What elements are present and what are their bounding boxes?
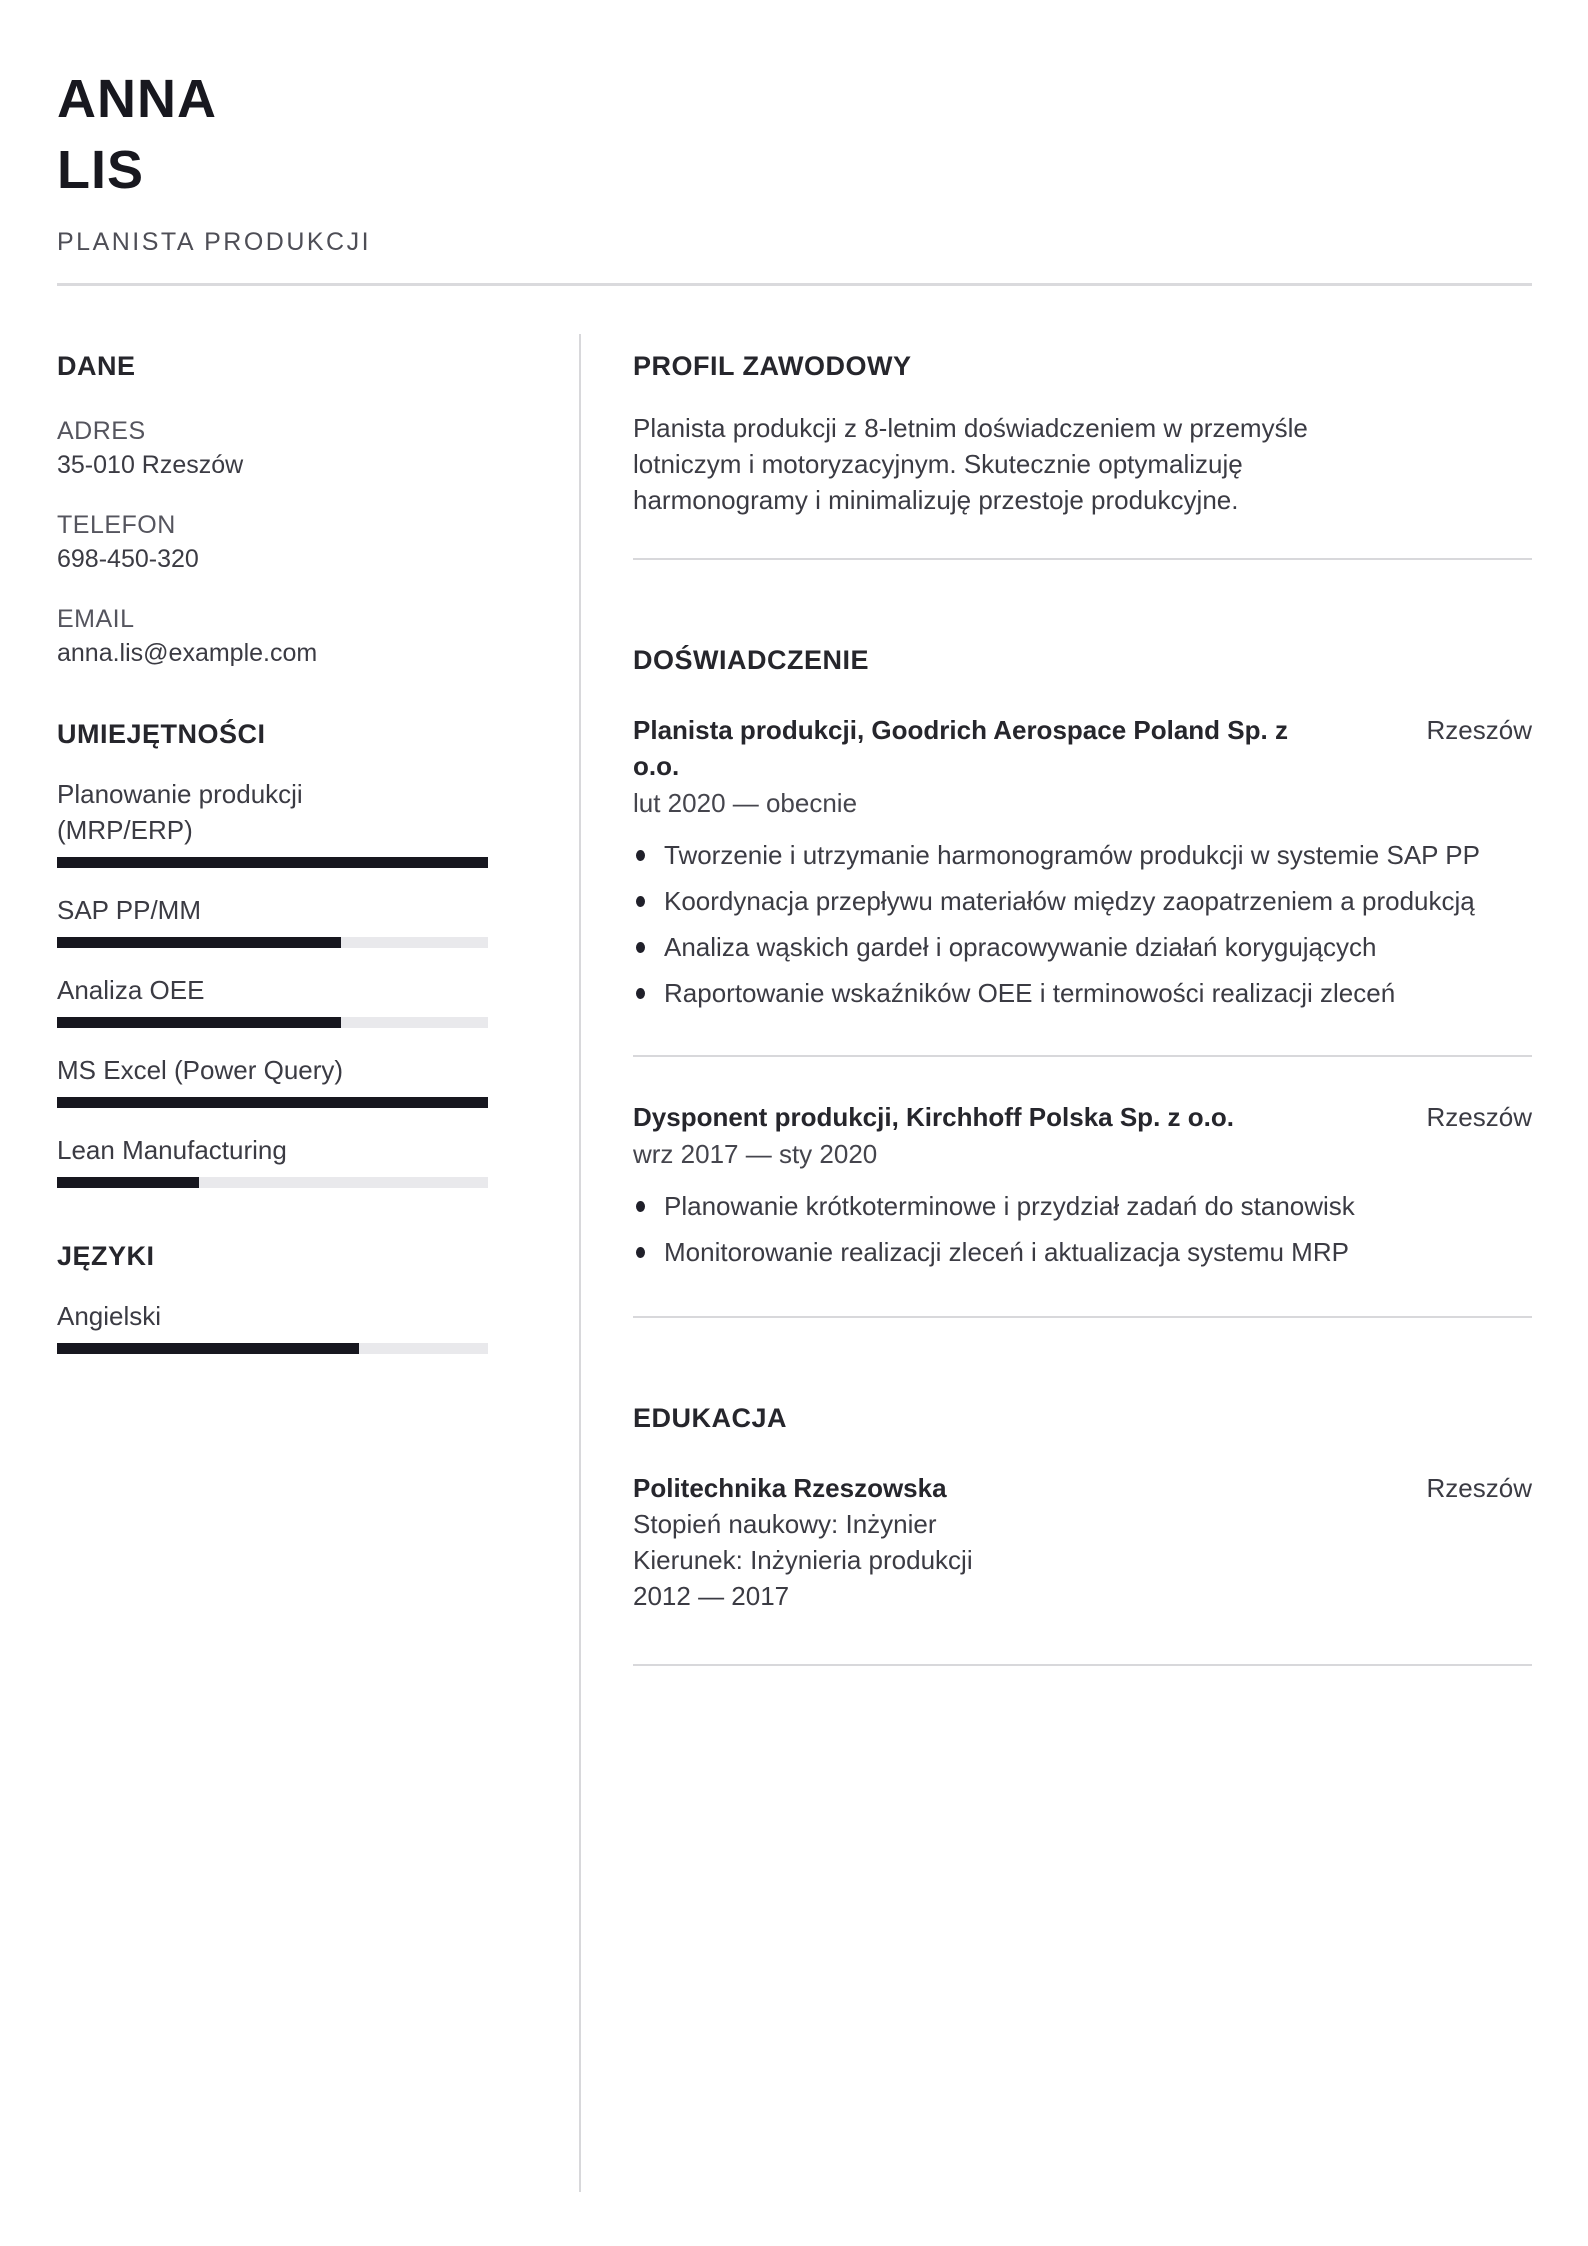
section-heading-languages: JĘZYKI <box>57 1241 155 1271</box>
job-bullet: Koordynacja przepływu materiałów między zaopatrzeniem a produkcją <box>633 883 1503 919</box>
person-name-line1: ANNA <box>57 69 217 129</box>
section-divider <box>633 1664 1532 1666</box>
skill-item <box>57 1132 488 1188</box>
skill-name: Analiza OEE <box>57 975 205 1005</box>
job-dates: wrz 2017 — sty 2020 <box>633 1139 878 1169</box>
language-bar-track <box>57 1343 488 1354</box>
contact-value-email: anna.lis@example.com <box>57 639 318 667</box>
job-entry <box>633 1099 1532 1270</box>
section-heading-experience: DOŚWIADCZENIE <box>633 645 869 675</box>
education-school: Politechnika Rzeszowska <box>633 1473 947 1503</box>
skill-name: Lean Manufacturing <box>57 1135 287 1165</box>
profile-summary: Planista produkcji z 8-letnim doświadczeniem w przemyśle lotniczym i motoryzacyjnym. Skutecznie optymalizuję harmonogramy i minimalizuję przestoje produkcyjne. <box>633 413 1308 515</box>
education-location: Rzeszów <box>1426 1473 1532 1503</box>
content-columns <box>57 334 1532 2192</box>
section-heading-profile: PROFIL ZAWODOWY <box>633 351 912 381</box>
job-bullet: Raportowanie wskaźników OEE i terminowości realizacji zleceń <box>633 975 1503 1011</box>
skill-name: MS Excel (Power Query) <box>57 1055 344 1085</box>
job-bullet-list <box>633 837 1532 1011</box>
skill-name: SAP PP/MM <box>57 895 202 925</box>
job-bullet-list <box>633 1188 1532 1270</box>
skill-bar-track <box>57 857 488 868</box>
skill-item <box>57 892 488 948</box>
sidebar <box>57 334 488 2192</box>
job-bullet: Monitorowanie realizacji zleceń i aktualizacja systemu MRP <box>633 1234 1503 1270</box>
skill-bar-fill <box>57 1017 341 1028</box>
section-heading-skills: UMIEJĘTNOŚCI <box>57 719 266 749</box>
job-location: Rzeszów <box>1426 1102 1532 1132</box>
skill-item <box>57 776 488 868</box>
header-divider <box>57 283 1532 286</box>
contact-label: TELEFON <box>57 511 176 539</box>
job-bullet: Planowanie krótkoterminowe i przydział zadań do stanowisk <box>633 1188 1503 1224</box>
contact-group-email <box>57 602 488 670</box>
section-divider <box>633 1316 1532 1318</box>
skill-bar-track <box>57 1097 488 1108</box>
job-bullet: Tworzenie i utrzymanie harmonogramów produkcji w systemie SAP PP <box>633 837 1503 873</box>
column-gap <box>581 334 633 2192</box>
person-name <box>57 64 1532 206</box>
job-title: Dysponent produkcji, Kirchhoff Polska Sp. z o.o. <box>633 1102 1234 1132</box>
job-header <box>633 712 1532 784</box>
contact-value-address: 35-010 Rzeszów <box>57 451 244 479</box>
main-content <box>633 334 1532 2192</box>
skill-item <box>57 1052 488 1108</box>
job-dates: lut 2020 — obecnie <box>633 788 858 818</box>
contact-label: ADRES <box>57 417 146 445</box>
skill-bar-fill <box>57 1177 199 1188</box>
job-title: Planista produkcji, Goodrich Aerospace Poland Sp. z o.o. <box>633 715 1288 781</box>
skill-bar-track <box>57 937 488 948</box>
contact-value-phone: 698-450-320 <box>57 545 199 573</box>
column-gap <box>488 334 579 2192</box>
skill-bar-fill <box>57 857 488 868</box>
person-job-title: PLANISTA PRODUKCJI <box>57 228 372 256</box>
skill-item <box>57 972 488 1028</box>
contact-group-adres <box>57 414 488 482</box>
section-divider <box>633 1055 1532 1057</box>
contact-group-telefon <box>57 508 488 576</box>
job-location: Rzeszów <box>1426 715 1532 745</box>
skill-name: Planowanie produkcji (MRP/ERP) <box>57 779 303 845</box>
contact-label: EMAIL <box>57 605 135 633</box>
section-heading-education: EDUKACJA <box>633 1403 788 1433</box>
skill-bar-fill <box>57 1097 488 1108</box>
language-bar-fill <box>57 1343 359 1354</box>
job-header <box>633 1099 1532 1135</box>
skill-bar-fill <box>57 937 341 948</box>
section-divider <box>633 558 1532 560</box>
job-entry <box>633 712 1532 1011</box>
education-header <box>633 1470 1532 1506</box>
education-entry <box>633 1470 1532 1614</box>
skill-bar-track <box>57 1017 488 1028</box>
language-name: Angielski <box>57 1301 162 1331</box>
section-heading-dane: DANE <box>57 351 136 381</box>
education-dates: 2012 — 2017 <box>633 1581 790 1611</box>
education-field: Kierunek: Inżynieria produkcji <box>633 1545 973 1575</box>
job-bullet: Analiza wąskich gardeł i opracowywanie działań korygujących <box>633 929 1503 965</box>
skill-bar-track <box>57 1177 488 1188</box>
education-degree: Stopień naukowy: Inżynier <box>633 1509 937 1539</box>
person-name-line2: LIS <box>57 140 145 200</box>
language-item <box>57 1298 488 1354</box>
